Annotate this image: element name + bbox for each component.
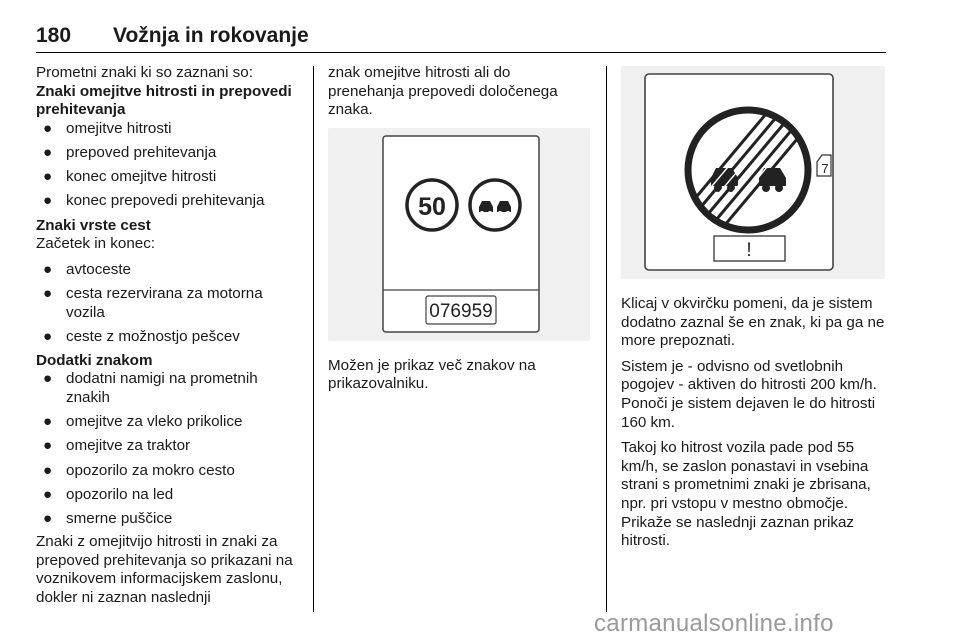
list-road-types [36, 261, 298, 347]
list-item: ● opozorilo za mokro cesto [43, 461, 235, 479]
column-divider-2 [606, 66, 607, 612]
bullet-icon: ● [43, 370, 53, 388]
bullet-icon: ● [43, 260, 53, 278]
column-2 [328, 64, 590, 401]
bullet-icon: ● [43, 143, 53, 161]
header-rule [36, 52, 886, 53]
reset-text: Takoj ko hitrost vozila pade pod 55 km/h, se zaslon ponastavi in vsebina strani s prometnimi znaki je zbrisana, npr. pri vstopu v mestno območje. Prikaže se naslednji zaznan prikaz hitrosti. [621, 439, 871, 550]
bullet-icon: ● [43, 437, 53, 455]
watermark: carmanualsonline.info [594, 610, 834, 637]
bullet-icon: ● [43, 192, 53, 210]
list-item: ● omejitve za traktor [43, 437, 191, 455]
end-of-no-overtaking-icon [687, 108, 808, 232]
list-item: ● ceste z možnostjo pešcev [43, 327, 240, 345]
bullet-icon: ● [43, 168, 53, 186]
list-item: ● cesta rezervirana za motorna vozila [43, 284, 263, 321]
bullet-icon: ● [43, 413, 53, 431]
list-item: ● prepoved prehitevanja [43, 143, 217, 161]
page-number: 180 [36, 24, 72, 47]
figure-display-signs [328, 128, 590, 341]
page-header [36, 24, 886, 52]
section-title-sign-additions: Dodatki znakom [36, 351, 153, 369]
list-item: ● omejitve hitrosti [43, 119, 172, 137]
bullet-icon: ● [43, 485, 53, 503]
list-item: ● smerne puščice [43, 510, 173, 527]
list-item: ● avtoceste [43, 260, 132, 278]
svg-text:50: 50 [418, 192, 446, 221]
section-title-speed-limits: Znaki omejitve hitrosti in prepovedi prehitevanja [36, 82, 292, 119]
svg-text:7: 7 [821, 161, 829, 176]
speed-limit-sign-icon [407, 180, 457, 230]
section-title-road-types: Znaki vrste cest [36, 216, 151, 234]
no-overtaking-sign-icon [470, 180, 520, 230]
column-divider-1 [313, 66, 314, 612]
speed-range-text: Sistem je - odvisno od svetlobnih pogojev - aktiven do hitrosti 200 km/h. Ponoči je sistem dejaven le do hitrosti 160 km. [621, 357, 877, 431]
bullet-icon: ● [43, 119, 53, 137]
list-item: ● konec omejitve hitrosti [43, 168, 217, 186]
list-item: ● omejitve za vleko prikolice [43, 413, 243, 431]
exclamation-icon: ! [746, 240, 752, 261]
list-item: ● dodatni namigi na prometnih znakih [43, 370, 258, 407]
bullet-icon: ● [43, 510, 53, 527]
exclamation-explanation: Klicaj v okvirčku pomeni, da je sistem dodatno zaznal še en znak, ki pa ga ne more prepoznati. [621, 295, 885, 350]
page-title: Vožnja in rokovanje [113, 24, 309, 47]
list-item: ● konec prepovedi prehitevanja [43, 192, 265, 210]
multiple-signs-text: Možen je prikaz več znakov na prikazovalniku. [328, 356, 536, 393]
small-sign-icon [817, 155, 831, 176]
list-speed-limits [36, 120, 298, 211]
list-item: ● opozorilo na led [43, 485, 174, 503]
figure-end-of-restriction [621, 66, 885, 279]
continued-text: znak omejitve hitrosti ali do prenehanja prepovedi določenega znaka. [328, 64, 558, 119]
column-3 [621, 64, 887, 558]
list-sign-additions [36, 370, 298, 528]
bullet-icon: ● [43, 327, 53, 345]
bullet-icon: ● [43, 461, 53, 479]
road-types-subtitle: Začetek in konec: [36, 235, 156, 253]
intro-text: Prometni znaki ki so zaznani so: [36, 64, 253, 81]
column-1 [36, 64, 298, 615]
outro-text: Znaki z omejitvijo hitrosti in znaki za prepoved prehitevanja so prikazani na voznikovem informacijskem zaslonu, dokler ni zaznan naslednji [36, 533, 293, 606]
figure-id-label: 076959 [429, 300, 493, 322]
bullet-icon: ● [43, 284, 53, 302]
